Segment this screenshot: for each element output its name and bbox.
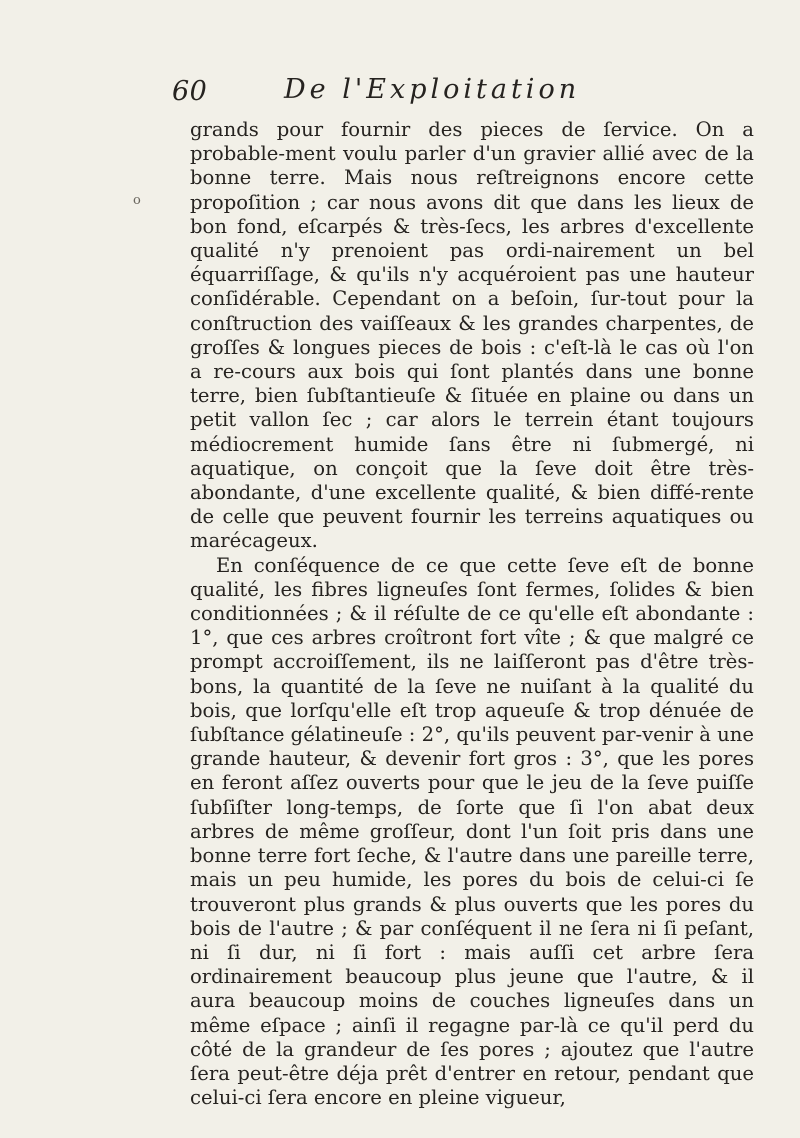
paragraph-2: En conſéquence de ce que cette ſeve eſt de bonne qualité, les fibres ligneuſes ſont fermes, ſolides & bien conditionnées ; & il réſulte de ce qu'elle eſt abondante : 1°, que ces arbres croîtront fort vîte ; & que malgré ce prompt accroiſſement, ils ne laiſſeront pas d'être très-bons, la quantité de la ſeve ne nuiſant à la qualité du bois, que lorſqu'elle eſt trop aqueuſe & trop dénuée de ſubſtance gélatineuſe : 2°, qu'ils peuvent par-venir à une grande hauteur, & devenir fort gros : 3°, que les pores en feront aſſez ouverts pour que le jeu de la ſeve puiſſe ſubſiſter long-temps, de ſorte que ſi l'on abat deux arbres de même groſſeur, dont l'un ſoit pris dans une bonne terre fort ſeche, & l'autre dans une pareille terre, mais un peu humide, les pores du bois de celui-ci ſe trouveront plus grands & plus ouverts que les pores du bois de l'autre ; & par conſéquent il ne ſera ni ſi peſant, ni ſi dur, ni ſi fort : mais auſſi cet arbre ſera ordinairement beaucoup plus jeune que l'autre, & il aura beaucoup moins de couches ligneuſes dans un même eſpace ; ainſi il regagne par-là ce qu'il perd du côté de la grandeur de ſes pores ; ajoutez que l'autre ſera peut-être déja prêt d'entrer en retour, pendant que celui-ci ſera encore en pleine vigueur, bbox=[190, 553, 754, 1110]
paragraph-1: grands pour fournir des pieces de ſervice. On a probable-ment voulu parler d'un gravier allié avec de la bonne terre. Mais nous reſtreignons encore cette propoſition ; car nous avons dit que dans les lieux de bon fond, eſcarpés & très-ſecs, les arbres d'excellente qualité n'y prenoient pas ordi-nairement un bel équarriſſage, & qu'ils n'y acquéroient pas une hauteur conſidérable. Cependant on a beſoin, ſur-tout pour la conſtruction des vaiſſeaux & les grandes charpentes, de groſſes & longues pieces de bois : c'eſt-là le cas où l'on a re-cours aux bois qui ſont plantés dans une bonne terre, bien ſubſtantieuſe & ſituée en plaine ou dans un petit vallon ſec ; car alors le terrein étant toujours médiocrement humide ſans être ni ſubmergé, ni aquatique, on conçoit que la ſeve doit être très-abondante, d'une excellente qualité, & bien diffé-rente de celle que peuvent fournir les terreins aquatiques ou marécageux. bbox=[190, 118, 754, 553]
body-text bbox=[190, 118, 754, 1110]
running-title: De l'Exploitation bbox=[284, 74, 581, 105]
margin-mark: o bbox=[133, 193, 141, 208]
running-head bbox=[172, 74, 732, 114]
page-number: 60 bbox=[172, 76, 208, 107]
